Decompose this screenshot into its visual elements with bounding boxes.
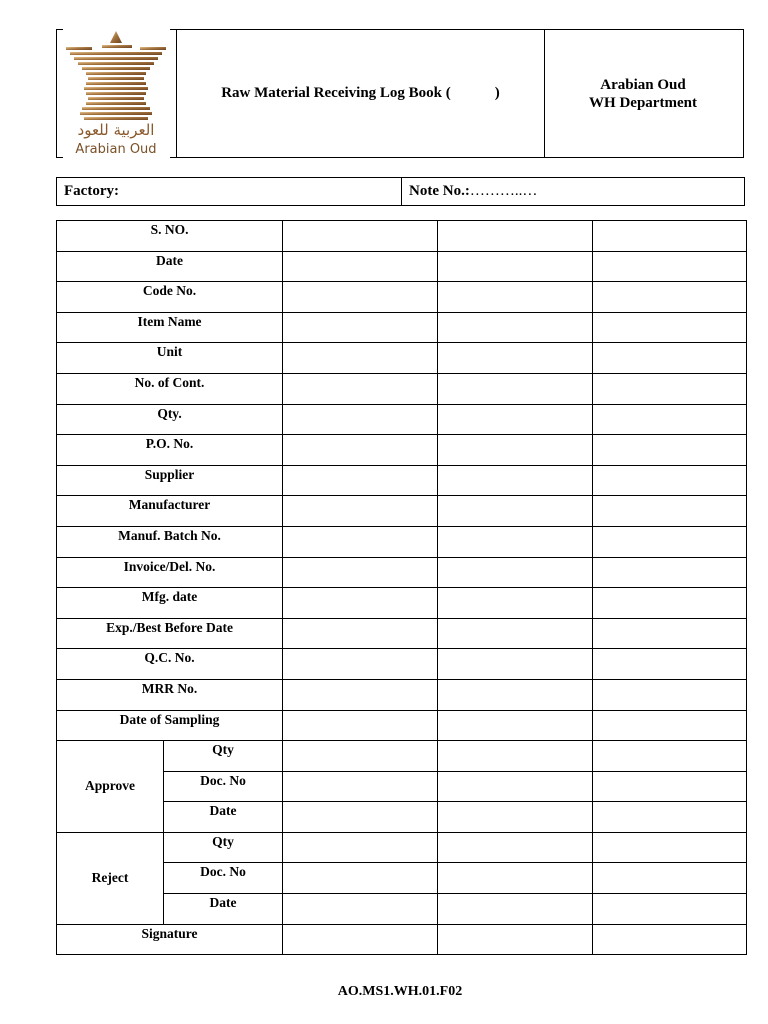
entry-cell[interactable] (283, 312, 438, 343)
entry-cell[interactable] (593, 526, 747, 557)
entry-cell[interactable] (438, 312, 593, 343)
table-row (57, 343, 747, 374)
row-label: Date (57, 251, 283, 282)
reject-sub-label: Qty (164, 832, 283, 863)
form-code: AO.MS1.WH.01.F02 (337, 984, 463, 999)
entry-cell[interactable] (593, 649, 747, 680)
approve-sub-label: Date (164, 802, 283, 833)
entry-cell[interactable] (283, 588, 438, 619)
entry-cell[interactable] (283, 526, 438, 557)
entry-cell[interactable] (438, 618, 593, 649)
approve-sub-label: Doc. No (164, 771, 283, 802)
table-row (57, 526, 747, 557)
entry-cell[interactable] (283, 618, 438, 649)
entry-cell[interactable] (593, 679, 747, 710)
entry-cell[interactable] (283, 496, 438, 527)
entry-cell[interactable] (283, 894, 438, 925)
entry-cell[interactable] (283, 465, 438, 496)
entry-cell[interactable] (438, 649, 593, 680)
row-label: MRR No. (57, 679, 283, 710)
entry-cell[interactable] (283, 924, 438, 955)
table-row (57, 404, 747, 435)
company-name: Arabian Oud (600, 76, 686, 93)
entry-cell[interactable] (593, 618, 747, 649)
table-row (57, 312, 747, 343)
entry-cell[interactable] (438, 404, 593, 435)
entry-cell[interactable] (283, 802, 438, 833)
entry-cell[interactable] (283, 404, 438, 435)
entry-cell[interactable] (593, 924, 747, 955)
entry-cell[interactable] (593, 435, 747, 466)
entry-cell[interactable] (593, 465, 747, 496)
reject-sub-label: Doc. No (164, 863, 283, 894)
entry-cell[interactable] (438, 894, 593, 925)
entry-cell[interactable] (593, 588, 747, 619)
entry-cell[interactable] (593, 343, 747, 374)
entry-cell[interactable] (438, 710, 593, 741)
signature-label: Signature (57, 924, 283, 955)
table-row (57, 496, 747, 527)
entry-cell[interactable] (438, 221, 593, 252)
arabian-oud-logo (56, 29, 176, 158)
table-row (57, 282, 747, 313)
svg-text:العربية للعود: العربية للعود (77, 121, 155, 139)
entry-cell[interactable] (593, 894, 747, 925)
entry-cell[interactable] (283, 679, 438, 710)
row-label: Manufacturer (57, 496, 283, 527)
table-row (57, 679, 747, 710)
row-label: S. NO. (57, 221, 283, 252)
row-label: Supplier (57, 465, 283, 496)
entry-cell[interactable] (438, 496, 593, 527)
entry-cell[interactable] (283, 282, 438, 313)
table-row (57, 618, 747, 649)
entry-cell[interactable] (593, 496, 747, 527)
approve-row (57, 741, 747, 772)
row-label: Unit (57, 343, 283, 374)
entry-cell[interactable] (438, 373, 593, 404)
entry-cell[interactable] (283, 741, 438, 772)
entry-cell[interactable] (283, 343, 438, 374)
svg-text:Arabian Oud: Arabian Oud (75, 142, 157, 157)
info-row (56, 177, 745, 206)
table-row (57, 435, 747, 466)
entry-cell[interactable] (438, 282, 593, 313)
row-label: Mfg. date (57, 588, 283, 619)
table-row (57, 588, 747, 619)
entry-cell[interactable] (438, 832, 593, 863)
reject-sub-label: Date (164, 894, 283, 925)
entry-cell[interactable] (283, 649, 438, 680)
receiving-log-table (56, 220, 747, 955)
entry-cell[interactable] (283, 557, 438, 588)
entry-cell[interactable] (438, 924, 593, 955)
entry-cell[interactable] (593, 741, 747, 772)
department-name: WH Department (589, 94, 697, 111)
row-label: Code No. (57, 282, 283, 313)
row-label: Item Name (57, 312, 283, 343)
entry-cell[interactable] (283, 251, 438, 282)
entry-cell[interactable] (283, 373, 438, 404)
table-row (57, 373, 747, 404)
entry-cell[interactable] (593, 710, 747, 741)
reject-row (57, 832, 747, 863)
entry-cell[interactable] (438, 251, 593, 282)
entry-cell[interactable] (283, 435, 438, 466)
approve-sub-label: Qty (164, 741, 283, 772)
entry-cell[interactable] (593, 282, 747, 313)
entry-cell[interactable] (438, 435, 593, 466)
row-label: Q.C. No. (57, 649, 283, 680)
entry-cell[interactable] (593, 557, 747, 588)
table-row (57, 465, 747, 496)
table-row (57, 710, 747, 741)
reject-group-label: Reject (57, 832, 164, 924)
entry-cell[interactable] (438, 343, 593, 374)
entry-cell[interactable] (593, 802, 747, 833)
form-title: Raw Material Receiving Log Book ( ) (176, 29, 545, 158)
table-row (57, 557, 747, 588)
row-label: P.O. No. (57, 435, 283, 466)
entry-cell[interactable] (438, 771, 593, 802)
row-label: Exp./Best Before Date (57, 618, 283, 649)
entry-cell[interactable] (283, 771, 438, 802)
entry-cell[interactable] (593, 771, 747, 802)
row-label: Invoice/Del. No. (57, 557, 283, 588)
factory-field[interactable]: Factory: (57, 178, 402, 205)
entry-cell[interactable] (593, 373, 747, 404)
entry-cell[interactable] (283, 863, 438, 894)
entry-cell[interactable] (438, 863, 593, 894)
entry-cell[interactable] (593, 404, 747, 435)
logo-cell (56, 29, 176, 158)
entry-cell[interactable] (438, 802, 593, 833)
table-row (57, 221, 747, 252)
entry-cell[interactable] (438, 679, 593, 710)
form-header (56, 29, 745, 158)
entry-cell[interactable] (438, 557, 593, 588)
signature-row (57, 924, 747, 955)
entry-cell[interactable] (593, 312, 747, 343)
approve-group-label: Approve (57, 741, 164, 833)
entry-cell[interactable] (283, 221, 438, 252)
entry-cell[interactable] (283, 832, 438, 863)
entry-cell[interactable] (438, 741, 593, 772)
row-label: Qty. (57, 404, 283, 435)
entry-cell[interactable] (438, 465, 593, 496)
entry-cell[interactable] (438, 526, 593, 557)
department-cell (543, 29, 744, 158)
entry-cell[interactable] (593, 863, 747, 894)
note-number-field[interactable]: Note No.:………..… (409, 183, 538, 199)
table-row (57, 649, 747, 680)
entry-cell[interactable] (593, 251, 747, 282)
row-label: Date of Sampling (57, 710, 283, 741)
entry-cell[interactable] (438, 588, 593, 619)
entry-cell[interactable] (593, 832, 747, 863)
row-label: Manuf. Batch No. (57, 526, 283, 557)
entry-cell[interactable] (593, 221, 747, 252)
row-label: No. of Cont. (57, 373, 283, 404)
entry-cell[interactable] (283, 710, 438, 741)
table-row (57, 251, 747, 282)
